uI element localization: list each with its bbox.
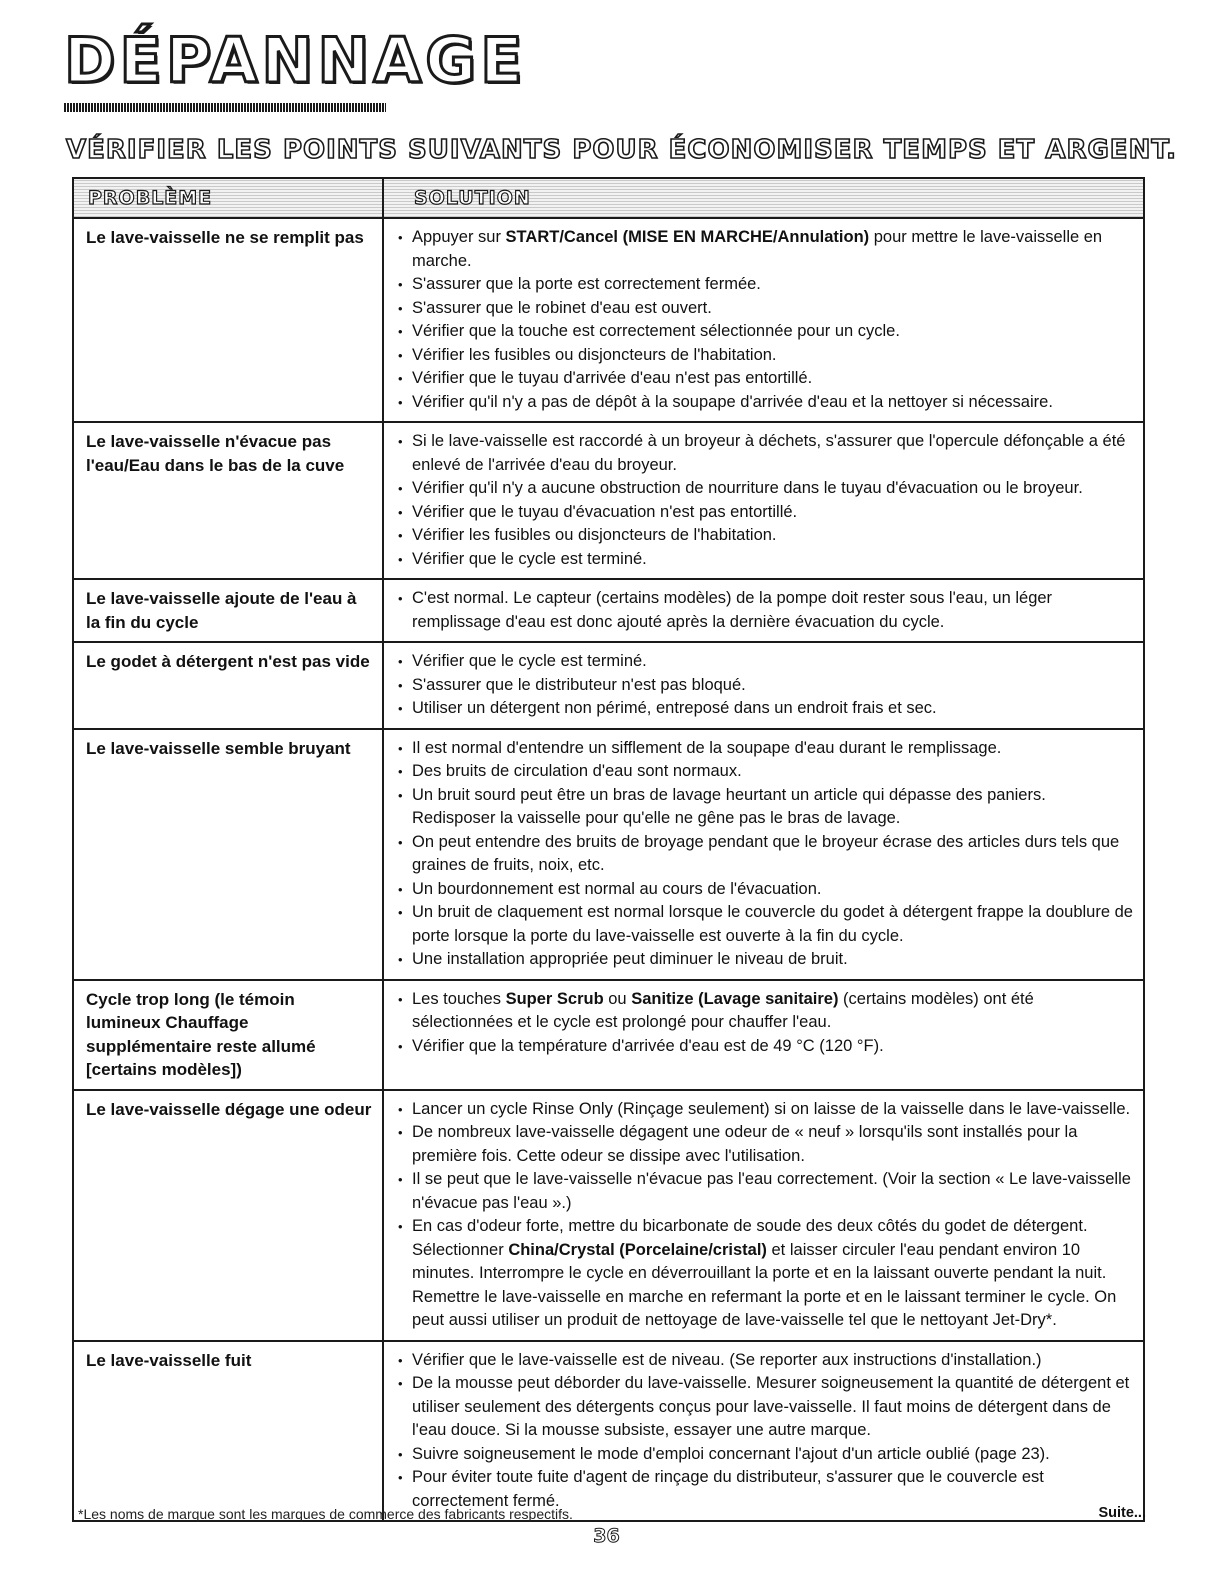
solution-text: Vérifier que le tuyau d'évacuation n'est pas entortillé. xyxy=(412,502,798,521)
table-row xyxy=(74,580,1143,643)
solution-item xyxy=(396,1215,1133,1333)
solution-text: Une installation appropriée peut diminuer le niveau de bruit. xyxy=(412,950,848,968)
table-row xyxy=(74,1342,1143,1521)
table-row xyxy=(74,423,1143,580)
solution-text: Vérifier qu'il n'y a pas de dépôt à la soupape d'arrivée d'eau et la nettoyer si nécessaire. xyxy=(412,392,1053,411)
solution-item xyxy=(396,948,1133,972)
table-header xyxy=(74,179,1143,219)
header-solution: SOLUTION xyxy=(414,187,531,209)
solution-item xyxy=(396,650,1133,674)
solution-list xyxy=(396,1098,1133,1333)
solution-item xyxy=(396,587,1133,634)
solution-text: C'est normal. Le capteur (certains modèles) de la pompe doit rester sous l'eau, un léger remplissage d'eau est donc ajouté après la dernière évacuation du cycle. xyxy=(412,589,1053,631)
solution-text: On peut entendre des bruits de broyage pendant que le broyeur écrase des articles durs tels que graines de fruits, noix, etc. xyxy=(412,832,1120,874)
solution-item xyxy=(396,1035,1133,1059)
problem-cell: Cycle trop long (le témoin lumineux Chauffage supplémentaire reste allumé [certains modèles]) xyxy=(74,981,384,1089)
solution-item xyxy=(396,477,1133,501)
solution-text: S'assurer que le distributeur n'est pas bloqué. xyxy=(412,675,746,694)
solution-text: Un bruit de claquement est normal lorsque le couvercle du godet à détergent frappe la doublure de porte lorsque la porte du lave-vaisselle est ouverte à la fin du cycle. xyxy=(412,903,1133,945)
problem-cell: Le lave-vaisselle n'évacue pas l'eau/Eau dans le bas de la cuve xyxy=(74,423,384,578)
solution-item xyxy=(396,1121,1133,1168)
solution-item xyxy=(396,737,1133,761)
solution-item xyxy=(396,344,1133,368)
solution-cell xyxy=(384,730,1143,979)
page-title: DÉPANNAGE xyxy=(64,24,527,97)
solution-list xyxy=(396,226,1133,414)
problem-cell: Le lave-vaisselle ajoute de l'eau à la fin du cycle xyxy=(74,580,384,641)
solution-item xyxy=(396,1349,1133,1373)
page-subtitle: VÉRIFIER LES POINTS SUIVANTS POUR ÉCONOMISER TEMPS ET ARGENT. xyxy=(66,135,1177,165)
solution-text: Si le lave-vaisselle est raccordé à un broyeur à déchets, s'assurer que l'opercule défonçable a été enlevé de l'arrivée d'eau du broyeur. xyxy=(412,432,1126,474)
solution-text: Il se peut que le lave-vaisselle n'évacue pas l'eau correctement. (Voir la section « Le lave-vaisselle n'évacue pas l'eau ».) xyxy=(412,1170,1131,1212)
solution-text: Suivre soigneusement le mode d'emploi concernant l'ajout d'un article oublié (page 23). xyxy=(412,1444,1050,1463)
solution-text: De nombreux lave-vaisselle dégagent une odeur de « neuf » lorsqu'ils sont installés pour la première fois. Cette odeur se dissipe avec l'utilisation. xyxy=(412,1123,1078,1165)
solution-text: ou xyxy=(603,989,632,1008)
title-underline-rule xyxy=(64,103,386,112)
solution-item xyxy=(396,501,1133,525)
table-row xyxy=(74,1091,1143,1342)
solution-cell xyxy=(384,423,1143,578)
solution-cell xyxy=(384,1091,1143,1340)
solution-item xyxy=(396,878,1133,902)
continued-label: Suite... xyxy=(1098,1505,1146,1521)
solution-text: Les touches xyxy=(412,989,506,1008)
table-row xyxy=(74,981,1143,1091)
solution-cell xyxy=(384,643,1143,728)
solution-text: pour mettre le lave-vaisselle en marche. xyxy=(412,228,1103,270)
solution-item xyxy=(396,226,1133,273)
solution-emphasis: China/Crystal (Porcelaine/cristal) xyxy=(508,1240,767,1259)
solution-list xyxy=(396,650,1133,721)
solution-cell xyxy=(384,1342,1143,1521)
solution-cell xyxy=(384,580,1143,641)
solution-text: Lancer un cycle Rinse Only (Rinçage seulement) si on laisse de la vaisselle dans le lave-vaisselle. xyxy=(412,1099,1131,1118)
solution-text: S'assurer que la porte est correctement fermée. xyxy=(412,275,761,293)
problem-cell: Le godet à détergent n'est pas vide xyxy=(74,643,384,728)
solution-item xyxy=(396,367,1133,391)
table-row xyxy=(74,643,1143,730)
solution-cell xyxy=(384,981,1143,1089)
solution-item xyxy=(396,784,1133,831)
solution-text: Vérifier que le cycle est terminé. xyxy=(412,549,647,568)
solution-item xyxy=(396,1443,1133,1467)
solution-text: Des bruits de circulation d'eau sont normaux. xyxy=(412,762,742,780)
solution-text: Il est normal d'entendre un sifflement de la soupape d'eau durant le remplissage. xyxy=(412,738,1002,757)
solution-item xyxy=(396,1168,1133,1215)
solution-text: Un bruit sourd peut être un bras de lavage heurtant un article qui dépasse des paniers. Redisposer la vaisselle pour qu'elle ne gêne pas le bras de lavage. xyxy=(412,785,1046,827)
solution-text: S'assurer que le robinet d'eau est ouvert. xyxy=(412,298,712,317)
problem-cell: Le lave-vaisselle ne se remplit pas xyxy=(74,219,384,421)
table-row xyxy=(74,219,1143,423)
solution-emphasis: Super Scrub xyxy=(505,989,604,1008)
solution-emphasis: Sanitize (Lavage sanitaire) xyxy=(631,989,839,1008)
solution-text: Vérifier les fusibles ou disjoncteurs de l'habitation. xyxy=(412,345,777,364)
solution-text: Vérifier que le cycle est terminé. xyxy=(412,652,647,670)
solution-text: Appuyer sur xyxy=(412,228,506,246)
solution-item xyxy=(396,273,1133,297)
solution-item xyxy=(396,391,1133,415)
footnote: *Les noms de marque sont les marques de commerce des fabricants respectifs. xyxy=(78,1506,573,1522)
page-number: 36 xyxy=(593,1525,620,1547)
problem-cell: Le lave-vaisselle semble bruyant xyxy=(74,730,384,979)
solution-text: Utiliser un détergent non périmé, entreposé dans un endroit frais et sec. xyxy=(412,699,937,717)
header-problem: PROBLÈME xyxy=(74,179,384,217)
solution-list xyxy=(396,587,1133,634)
solution-text: Un bourdonnement est normal au cours de l'évacuation. xyxy=(412,879,822,898)
solution-text: Pour éviter toute fuite d'agent de rinçage du distributeur, s'assurer que le couvercle est correctement fermé. xyxy=(412,1468,1044,1510)
troubleshooting-table xyxy=(72,177,1145,1522)
solution-item xyxy=(396,760,1133,784)
solution-text: (certains modèles) ont été sélectionnées et le cycle est prolongé pour chauffer l'eau. xyxy=(412,989,1034,1031)
solution-list xyxy=(396,1349,1133,1514)
solution-text: De la mousse peut déborder du lave-vaisselle. Mesurer soigneusement la quantité de détergent et utiliser seulement des détergents conçus pour lave-vaisselle. Il faut moins de détergent dans de l'eau douce. Si la mousse subsiste, essayer une autre marque. xyxy=(412,1374,1130,1439)
problem-cell: Le lave-vaisselle fuit xyxy=(74,1342,384,1521)
solution-item xyxy=(396,831,1133,878)
problem-cell: Le lave-vaisselle dégage une odeur xyxy=(74,1091,384,1340)
solution-text: Vérifier que le lave-vaisselle est de niveau. (Se reporter aux instructions d'installation.) xyxy=(412,1350,1042,1369)
solution-item xyxy=(396,674,1133,698)
solution-item xyxy=(396,1098,1133,1122)
solution-text: et laisser circuler l'eau pendant environ 10 minutes. Interrompre le cycle en déverrouillant la porte et en la laissant ouverte pendant la nuit. Remettre le lave-vaisselle en marche en refermant la porte et en le laissant terminer le cycle. On peut aussi utiliser un produit de nettoyage de lave-vaisselle tel que le nettoyant Jet-Dry*. xyxy=(412,1240,1117,1329)
solution-item xyxy=(396,548,1133,572)
solution-item xyxy=(396,297,1133,321)
solution-list xyxy=(396,988,1133,1059)
solution-item xyxy=(396,320,1133,344)
solution-emphasis: START/Cancel (MISE EN MARCHE/Annulation) xyxy=(505,228,870,246)
solution-item xyxy=(396,1372,1133,1443)
solution-list xyxy=(396,430,1133,571)
solution-item xyxy=(396,697,1133,721)
solution-item xyxy=(396,430,1133,477)
solution-cell xyxy=(384,219,1143,421)
solution-text: Vérifier qu'il n'y a aucune obstruction de nourriture dans le tuyau d'évacuation ou le broyeur. xyxy=(412,479,1083,497)
solution-item xyxy=(396,901,1133,948)
solution-text: Vérifier que le tuyau d'arrivée d'eau n'est pas entortillé. xyxy=(412,369,813,387)
table-row xyxy=(74,730,1143,981)
solution-text: Vérifier que la touche est correctement sélectionnée pour un cycle. xyxy=(412,322,900,340)
solution-item xyxy=(396,988,1133,1035)
solution-text: Vérifier que la température d'arrivée d'eau est de 49 °C (120 °F). xyxy=(412,1036,884,1055)
solution-text: En cas d'odeur forte, mettre du bicarbonate de soude des deux côtés du godet de détergent. Sélectionner xyxy=(412,1217,1088,1259)
solution-text: Vérifier les fusibles ou disjoncteurs de l'habitation. xyxy=(412,526,777,544)
table-body xyxy=(74,219,1143,1520)
solution-item xyxy=(396,524,1133,548)
solution-list xyxy=(396,737,1133,972)
